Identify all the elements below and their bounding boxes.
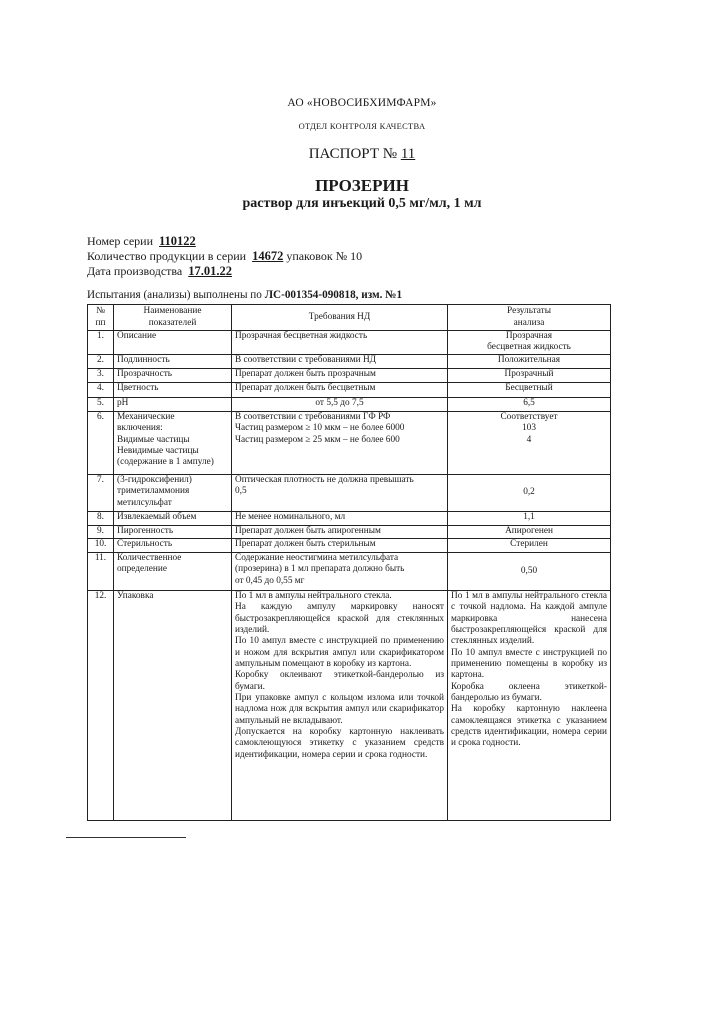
row-result: Прозрачный: [448, 369, 611, 383]
col-header-num: № пп: [88, 305, 114, 331]
row-number: 3.: [88, 369, 114, 383]
series-line: [87, 234, 196, 249]
packaging-requirement-paragraph: Коробку оклеивают этикеткой-бандеролью из бумаги.: [235, 670, 444, 692]
series-value: 110122: [159, 234, 196, 248]
table-header-row: [88, 305, 611, 331]
row-indicator: (3-гидроксифенил) триметиламмония метилсульфат: [114, 475, 232, 512]
table-row: [88, 383, 611, 398]
packaging-requirement-paragraph: По 1 мл в ампулы нейтрального стекла.: [235, 591, 392, 601]
tests-document: ЛС-001354-090818, изм. №1: [264, 289, 403, 301]
row-number: 10.: [88, 539, 114, 553]
row-number: 12.: [88, 591, 114, 821]
row-result: Прозрачная бесцветная жидкость: [448, 331, 611, 355]
footer-divider: [66, 837, 186, 838]
packaging-result-paragraph: По 1 мл в ампулы нейтрального стекла с точкой надлома. На каждой ампуле маркировка нанесена быстрозакрепляющейся краской для стеклянных изделий.: [451, 591, 607, 647]
company-name: АО «НОВОСИБХИМФАРМ»: [287, 97, 437, 109]
table-row: [88, 526, 611, 539]
row-requirement: Оптическая плотность не должна превышать 0,5: [232, 475, 448, 512]
row-result: Апирогенен: [448, 526, 611, 539]
table-body: [88, 331, 611, 821]
tests-prefix: Испытания (анализы) выполнены по: [87, 289, 265, 301]
row-number: 11.: [88, 553, 114, 591]
col-header-requirements: Требования НД: [232, 305, 448, 331]
table-row: [88, 369, 611, 383]
row-indicator: Описание: [114, 331, 232, 355]
row-result: 0,2: [448, 475, 611, 512]
row-requirement: Препарат должен быть прозрачным: [232, 369, 448, 383]
table-row: [88, 475, 611, 512]
packaging-result-paragraph: На коробку картонную наклеена самоклеящаяся этикетка с указанием средств идентификации, номера серии и срока годности.: [451, 704, 607, 749]
table-row: [88, 412, 611, 475]
row-requirement: от 5,5 до 7,5: [232, 398, 448, 412]
row-indicator: pH: [114, 398, 232, 412]
row-number: 4.: [88, 383, 114, 398]
row-indicator: Цветность: [114, 383, 232, 398]
row-indicator: Подлинность: [114, 355, 232, 369]
row-indicator: Упаковка: [114, 591, 232, 821]
table-row: [88, 512, 611, 526]
table-row: [88, 539, 611, 553]
packaging-requirements: [232, 591, 448, 821]
quantity-value: 14672: [252, 249, 284, 263]
packaging-result-paragraph: По 10 ампул вместе с инструкцией по применению помещены в коробку из картона.: [451, 647, 607, 681]
packages-label: упаковок № 10: [286, 249, 363, 263]
row-requirement: Препарат должен быть бесцветным: [232, 383, 448, 398]
row-number: 5.: [88, 398, 114, 412]
passport-number: 11: [400, 146, 416, 162]
row-requirement: В соответствии с требованиями ГФ РФ Частиц размером ≥ 10 мкм – не более 6000 Частиц размером ≥ 25 мкм – не более 600: [232, 412, 448, 475]
row-requirement: Препарат должен быть стерильным: [232, 539, 448, 553]
packaging-results: [448, 591, 611, 821]
product-form: раствор для инъекций 0,5 мг/мл, 1 мл: [242, 196, 482, 211]
row-result: Стерилен: [448, 539, 611, 553]
row-requirement: В соответствии с требованиями НД: [232, 355, 448, 369]
row-number: 9.: [88, 526, 114, 539]
packaging-result-paragraph: Коробка оклеена этикеткой-бандеролью из бумаги.: [451, 681, 607, 703]
row-number: 1.: [88, 331, 114, 355]
row-result: 1,1: [448, 512, 611, 526]
row-number: 2.: [88, 355, 114, 369]
row-result: 0,50: [448, 553, 611, 591]
date-label: Дата производства: [87, 264, 183, 278]
series-label: Номер серии: [87, 234, 153, 248]
row-result: Положительная: [448, 355, 611, 369]
row-indicator: Механические включения: Видимые частицы Невидимые частицы (содержание в 1 ампуле): [114, 412, 232, 475]
row-indicator: Пирогенность: [114, 526, 232, 539]
row-number: 6.: [88, 412, 114, 475]
packaging-requirement-paragraph: По 10 ампул вместе с инструкцией по применению и ножом для вскрытия ампул или скарификатором ампульным помещают в коробку из картона.: [235, 636, 444, 669]
row-indicator: Прозрачность: [114, 369, 232, 383]
table-row: [88, 553, 611, 591]
row-result: Бесцветный: [448, 383, 611, 398]
packaging-requirement-paragraph: На каждую ампулу маркировку наносят быстрозакрепляющейся краской для стеклянных изделий.: [235, 602, 444, 635]
row-requirement: Прозрачная бесцветная жидкость: [232, 331, 448, 355]
quantity-line: [87, 249, 362, 264]
passport-label: ПАСПОРТ №: [308, 146, 398, 162]
col-header-name: Наименование показателей: [114, 305, 232, 331]
row-indicator: Извлекаемый объем: [114, 512, 232, 526]
table-row: [88, 331, 611, 355]
row-result: 6,5: [448, 398, 611, 412]
department-name: ОТДЕЛ КОНТРОЛЯ КАЧЕСТВА: [298, 121, 426, 131]
row-requirement: Не менее номинального, мл: [232, 512, 448, 526]
row-number: 7.: [88, 475, 114, 512]
row-requirement: Препарат должен быть апирогенным: [232, 526, 448, 539]
row-number: 8.: [88, 512, 114, 526]
tests-line: [87, 289, 402, 301]
col-header-results: Результаты анализа: [448, 305, 611, 331]
row-indicator: Количественное определение: [114, 553, 232, 591]
quantity-label: Количество продукции в серии: [87, 249, 247, 263]
row-result: Соответствует 103 4: [448, 412, 611, 475]
row-indicator: Стерильность: [114, 539, 232, 553]
table-row: [88, 398, 611, 412]
date-line: [87, 264, 232, 279]
packaging-requirement-paragraph: При упаковке ампул с кольцом излома или точкой надлома нож для вскрытия ампул или скарификатор ампульный не вкладывают.: [235, 692, 444, 726]
passport-title: [0, 146, 724, 163]
analysis-table: [87, 304, 611, 821]
product-name: ПРОЗЕРИН: [315, 176, 409, 195]
row-requirement: Содержание неостигмина метилсульфата (прозерина) в 1 мл препарата должно быть от 0,45 до 0,55 мг: [232, 553, 448, 591]
packaging-requirement-paragraph: Допускается на коробку картонную наклеивать самоклеющуюся этикетку с указанием средств идентификации, номера серии и срока годности.: [235, 726, 444, 760]
table-row: [88, 355, 611, 369]
date-value: 17.01.22: [188, 264, 232, 278]
table-row-packaging: [88, 591, 611, 821]
